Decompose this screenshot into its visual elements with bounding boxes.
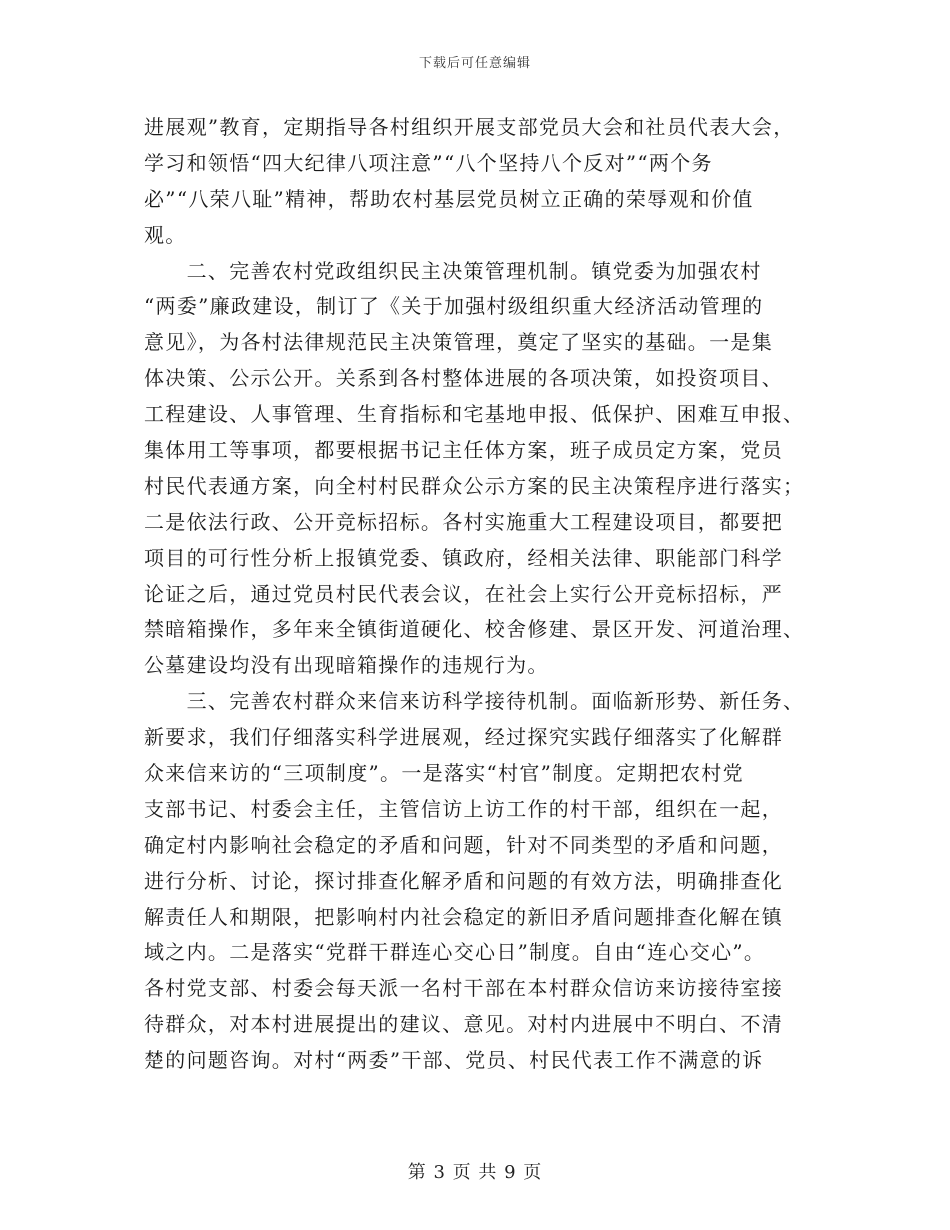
text-line: 论证之后，通过党员村民代表会议，在社会上实行公开竞标招标，严 <box>144 581 783 606</box>
text-line: 域之内。二是落实“党群干群连心交心日”制度。自由“连心交心”。 <box>144 940 766 965</box>
text-line: “两委”廉政建设，制订了《关于加强村级组织重大经济活动管理的 <box>144 294 764 319</box>
text-line: 公墓建设均没有出现暗箱操作的违规行为。 <box>144 653 549 678</box>
text-line: 村民代表通方案，向全村村民群众公示方案的民主决策程序进行落实； <box>144 473 805 498</box>
text-line: 体决策、公示公开。关系到各村整体进展的各项决策，如投资项目、 <box>144 366 783 391</box>
text-line: 禁暗箱操作，多年来全镇街道硬化、校舍修建、景区开发、河道治理、 <box>144 617 805 642</box>
document-body <box>144 110 806 1079</box>
text-line: 意见》，为各村法律规范民主决策管理，奠定了坚实的基础。一是集 <box>144 330 773 355</box>
text-line: 新要求，我们仔细落实科学进展观，经过探究实践仔细落实了化解群 <box>144 725 783 750</box>
text-line: 项目的可行性分析上报镇党委、镇政府，经相关法律、职能部门科学 <box>144 545 783 570</box>
text-line: 进展观”教育，定期指导各村组织开展支部党员大会和社员代表大会， <box>144 115 795 139</box>
text-line: 学习和领悟“四大纪律八项注意”“八个坚持八个反对”“两个务 <box>144 150 713 175</box>
text-line: 确定村内影响社会稳定的矛盾和问题，针对不同类型的矛盾和问题， <box>144 832 783 857</box>
text-line: 三、完善农村群众来信来访科学接待机制。面临新形势、新任务、 <box>144 689 805 714</box>
page-header: 下载后可任意编辑 <box>418 56 531 71</box>
text-line: 待群众，对本村进展提出的建议、意见。对村内进展中不明白、不清 <box>144 1012 783 1037</box>
text-line: 各村党支部、村委会每天派一名村干部在本村群众信访来访接待室接 <box>144 976 783 1001</box>
text-line: 二、完善农村党政组织民主决策管理机制。镇党委为加强农村 <box>144 258 762 283</box>
text-line: 众来信来访的“三项制度”。一是落实“村官”制度。定期把农村党 <box>144 761 744 786</box>
page-number-footer: 第 3 页 共 9 页 <box>407 1162 543 1183</box>
text-line: 必”“八荣八耻”精神，帮助农村基层党员树立正确的荣辱观和价值 <box>144 186 754 211</box>
text-line: 观。 <box>144 222 187 247</box>
text-line: 工程建设、人事管理、生育指标和宅基地申报、低保护、困难互申报、 <box>144 402 805 427</box>
text-line: 支部书记、村委会主任，主管信访上访工作的村干部，组织在一起， <box>144 796 783 821</box>
text-line: 解责任人和期限，把影响村内社会稳定的新旧矛盾问题排查化解在镇 <box>144 904 783 929</box>
text-line: 二是依法行政、公开竞标招标。各村实施重大工程建设项目，都要把 <box>144 509 783 534</box>
text-line: 进行分析、讨论，探讨排查化解矛盾和问题的有效方法，明确排查化 <box>144 868 783 893</box>
text-line: 楚的问题咨询。对村“两委”干部、党员、村民代表工作不满意的诉 <box>144 1048 764 1073</box>
text-line: 集体用工等事项，都要根据书记主任体方案，班子成员定方案，党员 <box>144 438 783 463</box>
